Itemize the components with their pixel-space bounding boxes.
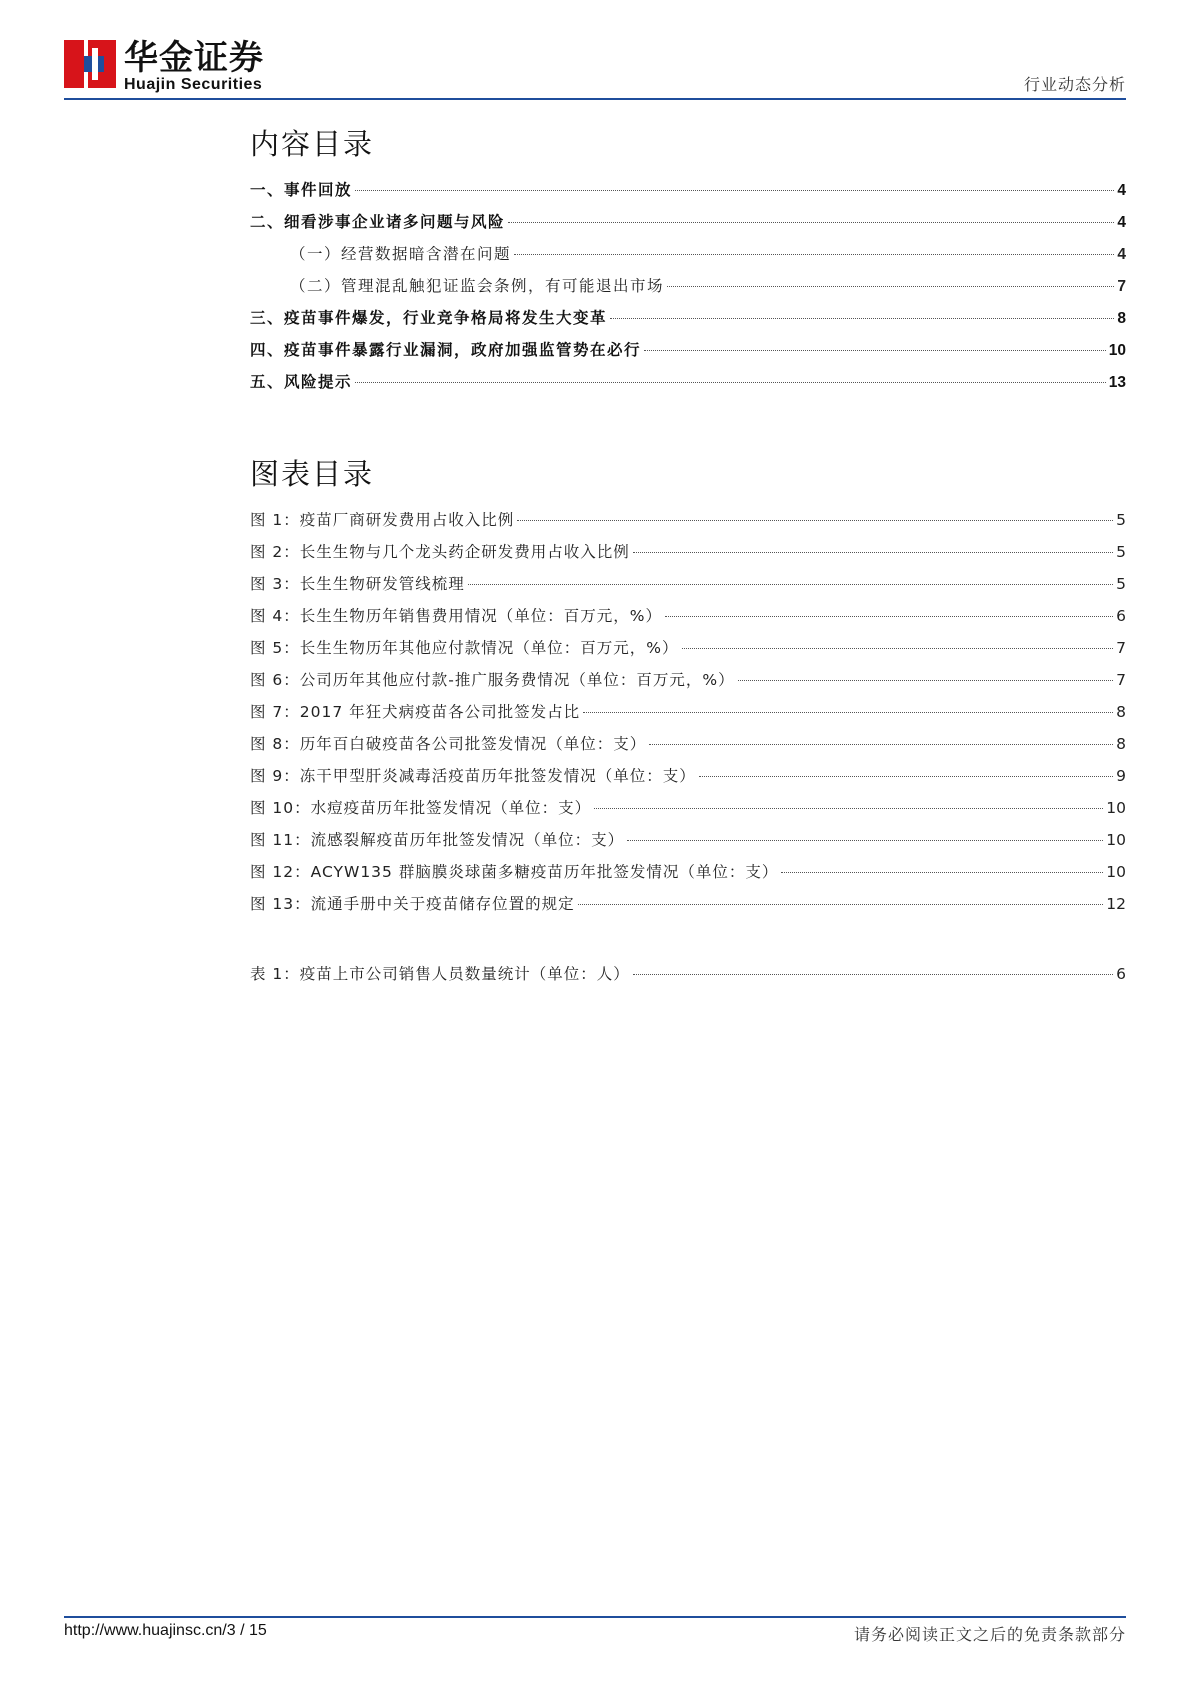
logo-english-name: Huajin Securities xyxy=(124,76,263,93)
contents-list xyxy=(250,178,1126,402)
figure-entry-page: 8 xyxy=(1116,703,1126,721)
figure-entry-label: 图 2：长生生物与几个龙头药企研发费用占收入比例 xyxy=(250,543,630,561)
figure-entry-label: 图 7：2017 年狂犬病疫苗各公司批签发占比 xyxy=(250,703,581,721)
toc-entry[interactable] xyxy=(250,338,1126,370)
figure-entry-page: 10 xyxy=(1106,863,1126,881)
footer-url-link[interactable]: http://www.huajinsc.cn/3 / 15 xyxy=(64,1622,267,1639)
header-divider xyxy=(64,98,1126,100)
figure-entry-page: 8 xyxy=(1116,735,1126,753)
figure-entry-label: 图 5：长生生物历年其他应付款情况（单位：百万元，%） xyxy=(250,639,679,657)
figure-entry-page: 6 xyxy=(1116,607,1126,625)
figure-entry-label: 图 4：长生生物历年销售费用情况（单位：百万元，%） xyxy=(250,607,663,625)
dot-leader xyxy=(355,382,1106,383)
footer-divider xyxy=(64,1616,1126,1618)
figure-entry-page: 7 xyxy=(1116,639,1126,657)
figures-list xyxy=(250,508,1126,924)
figure-entry-page: 5 xyxy=(1116,511,1126,529)
dot-leader xyxy=(644,350,1106,351)
figure-entry-page: 9 xyxy=(1116,767,1126,785)
dot-leader xyxy=(610,318,1114,319)
dot-leader xyxy=(667,286,1114,287)
dot-leader xyxy=(699,776,1113,777)
toc-entry-page: 4 xyxy=(1117,182,1126,199)
toc-entry-label: 三、疫苗事件爆发，行业竞争格局将发生大变革 xyxy=(250,309,608,327)
figure-entry-page: 5 xyxy=(1116,543,1126,561)
dot-leader xyxy=(682,648,1114,649)
figure-entry-page: 12 xyxy=(1106,895,1126,913)
toc-entry-page: 13 xyxy=(1108,374,1126,391)
figure-entry-label: 图 8：历年百白破疫苗各公司批签发情况（单位：支） xyxy=(250,735,647,753)
toc-entry-label: （二）管理混乱触犯证监会条例，有可能退出市场 xyxy=(290,277,665,295)
figure-entry[interactable] xyxy=(250,540,1126,572)
toc-entry-label: （一）经营数据暗含潜在问题 xyxy=(290,245,512,263)
dot-leader xyxy=(514,254,1114,255)
figure-entry[interactable] xyxy=(250,508,1126,540)
dot-leader xyxy=(468,584,1113,585)
figure-entry-page: 10 xyxy=(1106,799,1126,817)
figure-entry-label: 图 1：疫苗厂商研发费用占收入比例 xyxy=(250,511,515,529)
figure-entry[interactable] xyxy=(250,700,1126,732)
dot-leader xyxy=(665,616,1113,617)
figure-entry-label: 图 11：流感裂解疫苗历年批签发情况（单位：支） xyxy=(250,831,625,849)
toc-entry-label: 五、风险提示 xyxy=(250,373,353,391)
huajin-logo-icon xyxy=(64,40,116,88)
toc-entry[interactable] xyxy=(250,306,1126,338)
toc-entry-page: 4 xyxy=(1117,246,1126,263)
toc-entry-page: 4 xyxy=(1117,214,1126,231)
dot-leader xyxy=(508,222,1114,223)
figure-entry-page: 5 xyxy=(1116,575,1126,593)
toc-entry-label: 一、事件回放 xyxy=(250,181,353,199)
toc-entry[interactable] xyxy=(250,178,1126,210)
dot-leader xyxy=(594,808,1103,809)
figure-entry[interactable] xyxy=(250,892,1126,924)
figure-entry[interactable] xyxy=(250,796,1126,828)
footer-disclaimer: 请务必阅读正文之后的免责条款部分 xyxy=(853,1625,1126,1644)
figure-entry[interactable] xyxy=(250,764,1126,796)
toc-entry[interactable] xyxy=(250,370,1126,402)
figure-entry-page: 7 xyxy=(1116,671,1126,689)
dot-leader xyxy=(781,872,1103,873)
dot-leader xyxy=(627,840,1103,841)
report-type-label: 行业动态分析 xyxy=(1023,75,1126,94)
figure-entry-label: 图 13：流通手册中关于疫苗储存位置的规定 xyxy=(250,895,575,913)
figure-entry-label: 图 3：长生生物研发管线梳理 xyxy=(250,575,465,593)
figures-title: 图表目录 xyxy=(250,457,375,491)
dot-leader xyxy=(583,712,1113,713)
toc-entry-label: 二、细看涉事企业诸多问题与风险 xyxy=(250,213,506,231)
dot-leader xyxy=(578,904,1104,905)
figure-entry-page: 10 xyxy=(1106,831,1126,849)
toc-entry-page: 7 xyxy=(1117,278,1126,295)
page-header xyxy=(64,38,1126,98)
toc-entry-page: 10 xyxy=(1108,342,1126,359)
toc-entry-page: 8 xyxy=(1117,310,1126,327)
toc-entry[interactable] xyxy=(250,210,1126,242)
figure-entry[interactable] xyxy=(250,860,1126,892)
figure-entry-label: 图 6：公司历年其他应付款-推广服务费情况（单位：百万元，%） xyxy=(250,671,735,689)
logo-chinese-name: 华金证券 xyxy=(124,38,264,78)
toc-subentry[interactable] xyxy=(250,242,1126,274)
dot-leader xyxy=(633,974,1113,975)
dot-leader xyxy=(355,190,1114,191)
figure-entry-label: 图 9：冻干甲型肝炎减毒活疫苗历年批签发情况（单位：支） xyxy=(250,767,696,785)
figure-entry[interactable] xyxy=(250,604,1126,636)
table-entry-label: 表 1：疫苗上市公司销售人员数量统计（单位：人） xyxy=(250,965,630,983)
toc-entry-label: 四、疫苗事件暴露行业漏洞，政府加强监管势在必行 xyxy=(250,341,642,359)
table-entry[interactable] xyxy=(250,962,1126,994)
dot-leader xyxy=(649,744,1113,745)
tables-list xyxy=(250,962,1126,994)
toc-subentry[interactable] xyxy=(250,274,1126,306)
figure-entry[interactable] xyxy=(250,668,1126,700)
contents-title: 内容目录 xyxy=(250,127,375,161)
table-entry-page: 6 xyxy=(1116,965,1126,983)
figure-entry-label: 图 10：水痘疫苗历年批签发情况（单位：支） xyxy=(250,799,592,817)
dot-leader xyxy=(517,520,1113,521)
figure-entry[interactable] xyxy=(250,636,1126,668)
dot-leader xyxy=(633,552,1113,553)
figure-entry[interactable] xyxy=(250,732,1126,764)
dot-leader xyxy=(738,680,1114,681)
figure-entry-label: 图 12：ACYW135 群脑膜炎球菌多糖疫苗历年批签发情况（单位：支） xyxy=(250,863,779,881)
figure-entry[interactable] xyxy=(250,572,1126,604)
figure-entry[interactable] xyxy=(250,828,1126,860)
